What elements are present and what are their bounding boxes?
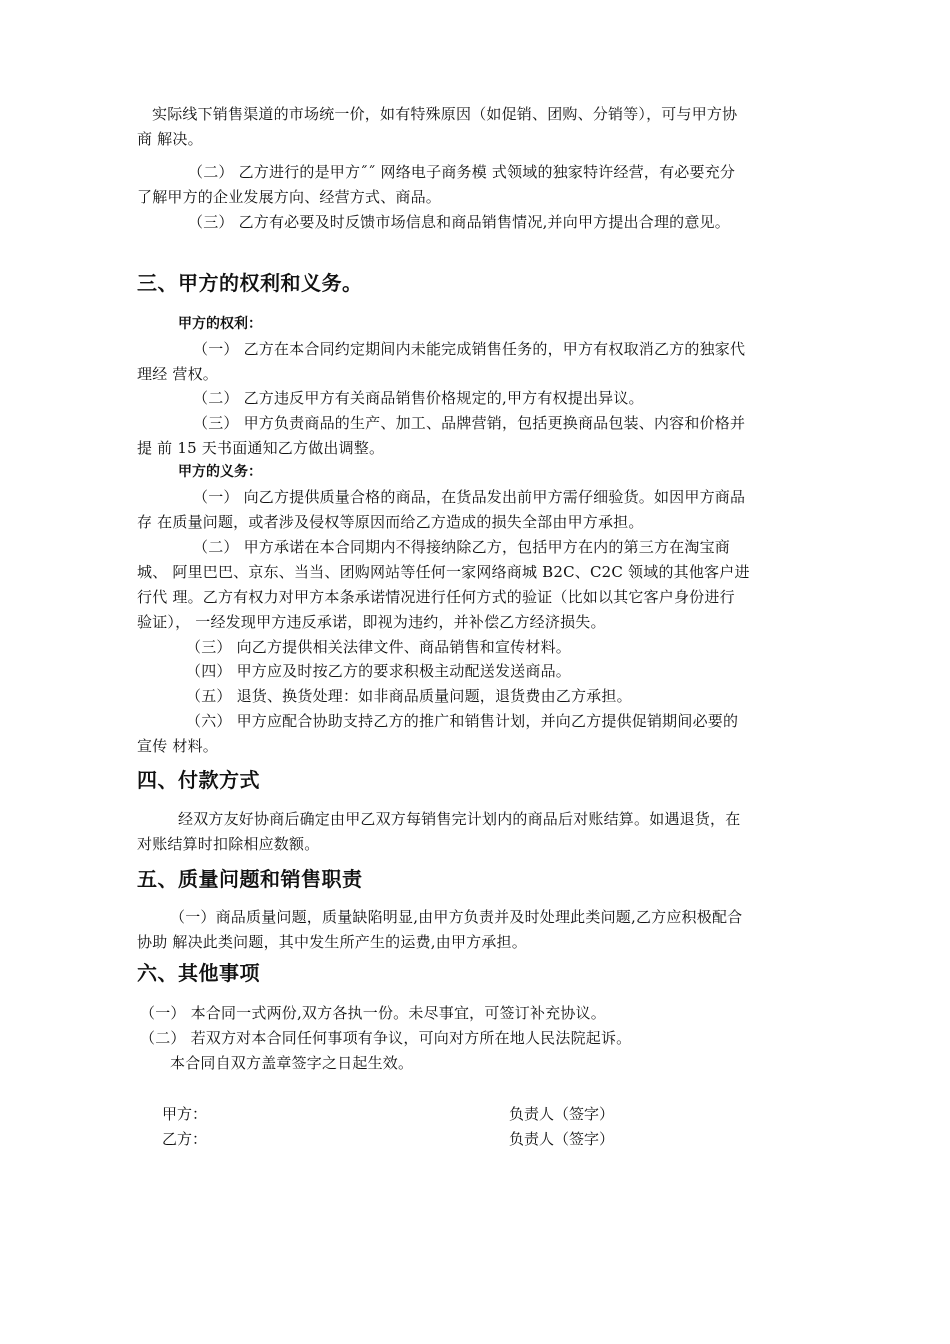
section-heading-payment: 四、付款方式: [137, 768, 260, 792]
paragraph-line: 了解甲方的企业发展方向、经营方式、商品。: [137, 188, 442, 206]
paragraph-line: 商 解决。: [137, 130, 203, 148]
paragraph-line: 提 前 15 天书面通知乙方做出调整。: [137, 439, 385, 457]
paragraph-line: 经双方友好协商后确定由甲乙双方每销售完计划内的商品后对账结算。如遇退货，在: [178, 810, 741, 828]
paragraph-line: 理经 营权。: [137, 365, 218, 383]
party-a-label: 甲方：: [162, 1105, 208, 1123]
paragraph-line: 实际线下销售渠道的市场统一价，如有特殊原因（如促销、团购、分销等），可与甲方协: [152, 105, 738, 123]
section-heading-other-matters: 六、其他事项: [137, 961, 260, 985]
party-b-signature-label: 负责人（签字）: [509, 1130, 615, 1148]
paragraph-line: （三） 甲方负责商品的生产、加工、品牌营销，包括更换商品包装、内容和价格并: [193, 414, 746, 432]
paragraph-line: 协助 解决此类问题，其中发生所产生的运费,由甲方承担。: [137, 933, 527, 951]
paragraph-line: 行代 理。乙方有权力对甲方本条承诺情况进行任何方式的验证（比如以其它客户身份进行: [137, 588, 735, 606]
subheading-party-a-duties: 甲方的义务：: [178, 464, 262, 480]
section-heading-quality: 五、质量问题和销售职责: [137, 867, 363, 891]
paragraph-line: （二） 乙方进行的是甲方˝˝ 网络电子商务模 式领域的独家特许经营，有必要充分: [188, 163, 736, 181]
paragraph-line: （二） 乙方违反甲方有关商品销售价格规定的,甲方有权提出异议。: [193, 389, 644, 407]
paragraph-line: （一） 向乙方提供质量合格的商品，在货品发出前甲方需仔细验货。如因甲方商品: [193, 488, 746, 506]
paragraph-line: （一） 乙方在本合同约定期间内未能完成销售任务的，甲方有权取消乙方的独家代: [193, 340, 746, 358]
paragraph-line: （二） 甲方承诺在本合同期内不得接纳除乙方，包括甲方在内的第三方在淘宝商: [193, 538, 730, 556]
subheading-party-a-rights: 甲方的权利：: [178, 316, 262, 332]
paragraph-line: （二） 若双方对本合同任何事项有争议，可向对方所在地人民法院起诉。: [140, 1029, 632, 1047]
paragraph-line: （六） 甲方应配合协助支持乙方的推广和销售计划，并向乙方提供促销期间必要的: [186, 712, 739, 730]
paragraph-line: 宣传 材料。: [137, 737, 218, 755]
paragraph-line: 存 在质量问题，或者涉及侵权等原因而给乙方造成的损失全部由甲方承担。: [137, 513, 644, 531]
paragraph-line: （一） 本合同一式两份,双方各执一份。未尽事宜，可签订补充协议。: [140, 1004, 606, 1022]
paragraph-line: （三） 乙方有必要及时反馈市场信息和商品销售情况,并向甲方提出合理的意见。: [188, 213, 730, 231]
paragraph-line: （五） 退货、换货处理：如非商品质量问题，退货费由乙方承担。: [186, 687, 632, 705]
section-heading-party-a-rights-duties: 三、甲方的权利和义务。: [137, 271, 363, 295]
paragraph-line: 验证）， 一经发现甲方违反承诺，即视为违约，并补偿乙方经济损失。: [137, 613, 606, 631]
paragraph-line: 对账结算时扣除相应数额。: [137, 835, 320, 853]
party-a-signature-label: 负责人（签字）: [509, 1105, 615, 1123]
paragraph-line: （一）商品质量问题，质量缺陷明显,由甲方负责并及时处理此类问题,乙方应积极配合: [170, 908, 743, 926]
paragraph-line: 本合同自双方盖章签字之日起生效。: [170, 1054, 414, 1072]
paragraph-line: 城、 阿里巴巴、京东、当当、团购网站等任何一家网络商城 B2C、C2C 领域的其他客户进: [137, 563, 750, 581]
party-b-label: 乙方：: [162, 1130, 208, 1148]
paragraph-line: （三） 向乙方提供相关法律文件、商品销售和宣传材料。: [186, 638, 571, 656]
paragraph-line: （四） 甲方应及时按乙方的要求积极主动配送发送商品。: [186, 662, 571, 680]
